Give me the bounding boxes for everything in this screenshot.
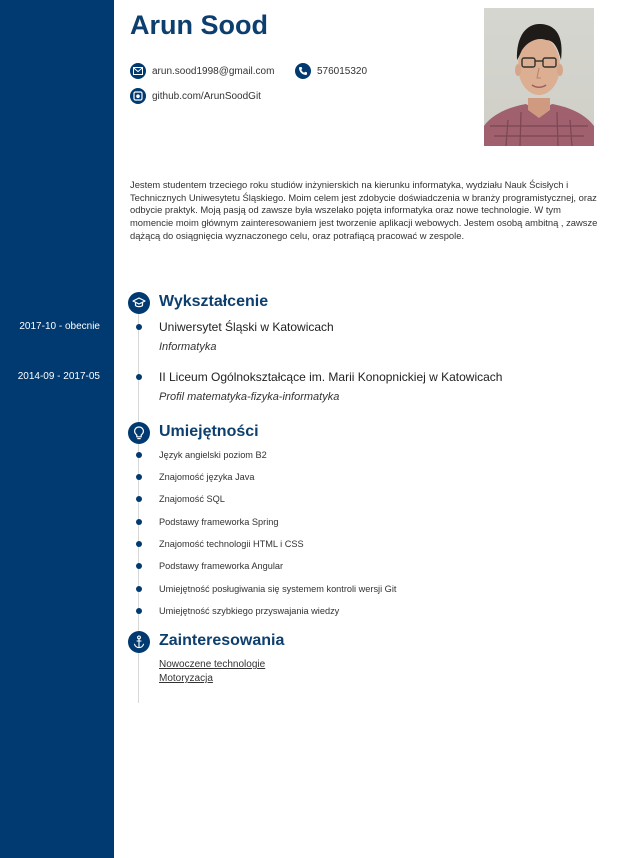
github-contact[interactable] (130, 88, 261, 104)
education-date: 2014-09 - 2017-05 (17, 371, 100, 382)
timeline-dot (136, 608, 142, 614)
education-field: Informatyka (159, 341, 217, 353)
skill-item: Język angielski poziom B2 (159, 450, 267, 460)
email-text[interactable]: arun.sood1998@gmail.com (152, 65, 275, 77)
education-title: Wykształcenie (159, 293, 269, 310)
timeline-dot (136, 496, 142, 502)
skill-item: Znajomość SQL (159, 494, 225, 504)
sidebar (0, 0, 114, 858)
skill-item: Znajomość języka Java (159, 472, 255, 482)
skill-item: Podstawy frameworka Angular (159, 561, 284, 571)
candidate-name: Arun Sood (130, 10, 268, 40)
timeline-dot (136, 541, 142, 547)
github-text[interactable]: github.com/ArunSoodGit (152, 90, 261, 102)
about-text: Jestem studentem trzeciego roku studiów inżynierskich na kierunku informatyka, wydziału Nauk Ścisłych i Technicznych Uniwesytetu Śląskiego. Moim celem jest zdobycie doświadczenia w branży programistycznej, oraz odbycie praktyk. Moją pasją od zawsze była wszelako pojęta informatyka oraz nowe technologie. W tym momencie moim głównym zainteresowaniem jest tworzenie aplikacji webowych. Jestem osobą ambitną , zawsze dążącą do osiągnięcia wyznaczonego celu, oraz potrafiącą pracować w zespole. (130, 179, 598, 241)
timeline-dot (136, 324, 142, 330)
phone-icon (295, 63, 311, 79)
skill-item: Umiejętność szybkiego przyswajania wiedzy (159, 606, 340, 616)
timeline-dot (136, 474, 142, 480)
phone-text[interactable]: 576015320 (317, 65, 368, 77)
timeline-dot (136, 519, 142, 525)
github-icon (130, 88, 146, 104)
phone-contact[interactable] (295, 63, 367, 79)
skills-title: Umiejętności (159, 423, 259, 440)
profile-photo (484, 8, 594, 146)
envelope-icon (130, 63, 146, 79)
graduation-cap-icon (128, 292, 150, 314)
lightbulb-icon (128, 422, 150, 444)
skill-item: Umiejętność posługiwania się systemem kontroli wersji Git (159, 584, 397, 594)
education-school: II Liceum Ogólnokształcące im. Marii Konopnickiej w Katowicach (159, 370, 503, 384)
education-date: 2017-10 - obecnie (19, 321, 100, 332)
timeline-dot (136, 563, 142, 569)
skill-item: Podstawy frameworka Spring (159, 517, 279, 527)
timeline-dot (136, 452, 142, 458)
interests-title: Zainteresowania (159, 632, 285, 649)
timeline-dot (136, 586, 142, 592)
interest-link[interactable]: Motoryzacja (159, 673, 213, 684)
timeline-dot (136, 374, 142, 380)
email-contact[interactable] (130, 63, 274, 79)
education-field: Profil matematyka-fizyka-informatyka (159, 391, 340, 403)
anchor-icon (128, 631, 150, 653)
interest-link[interactable]: Nowoczene technologie (159, 659, 266, 670)
skill-item: Znajomość technologii HTML i CSS (159, 539, 304, 549)
education-school: Uniwersytet Śląski w Katowicach (159, 320, 334, 334)
